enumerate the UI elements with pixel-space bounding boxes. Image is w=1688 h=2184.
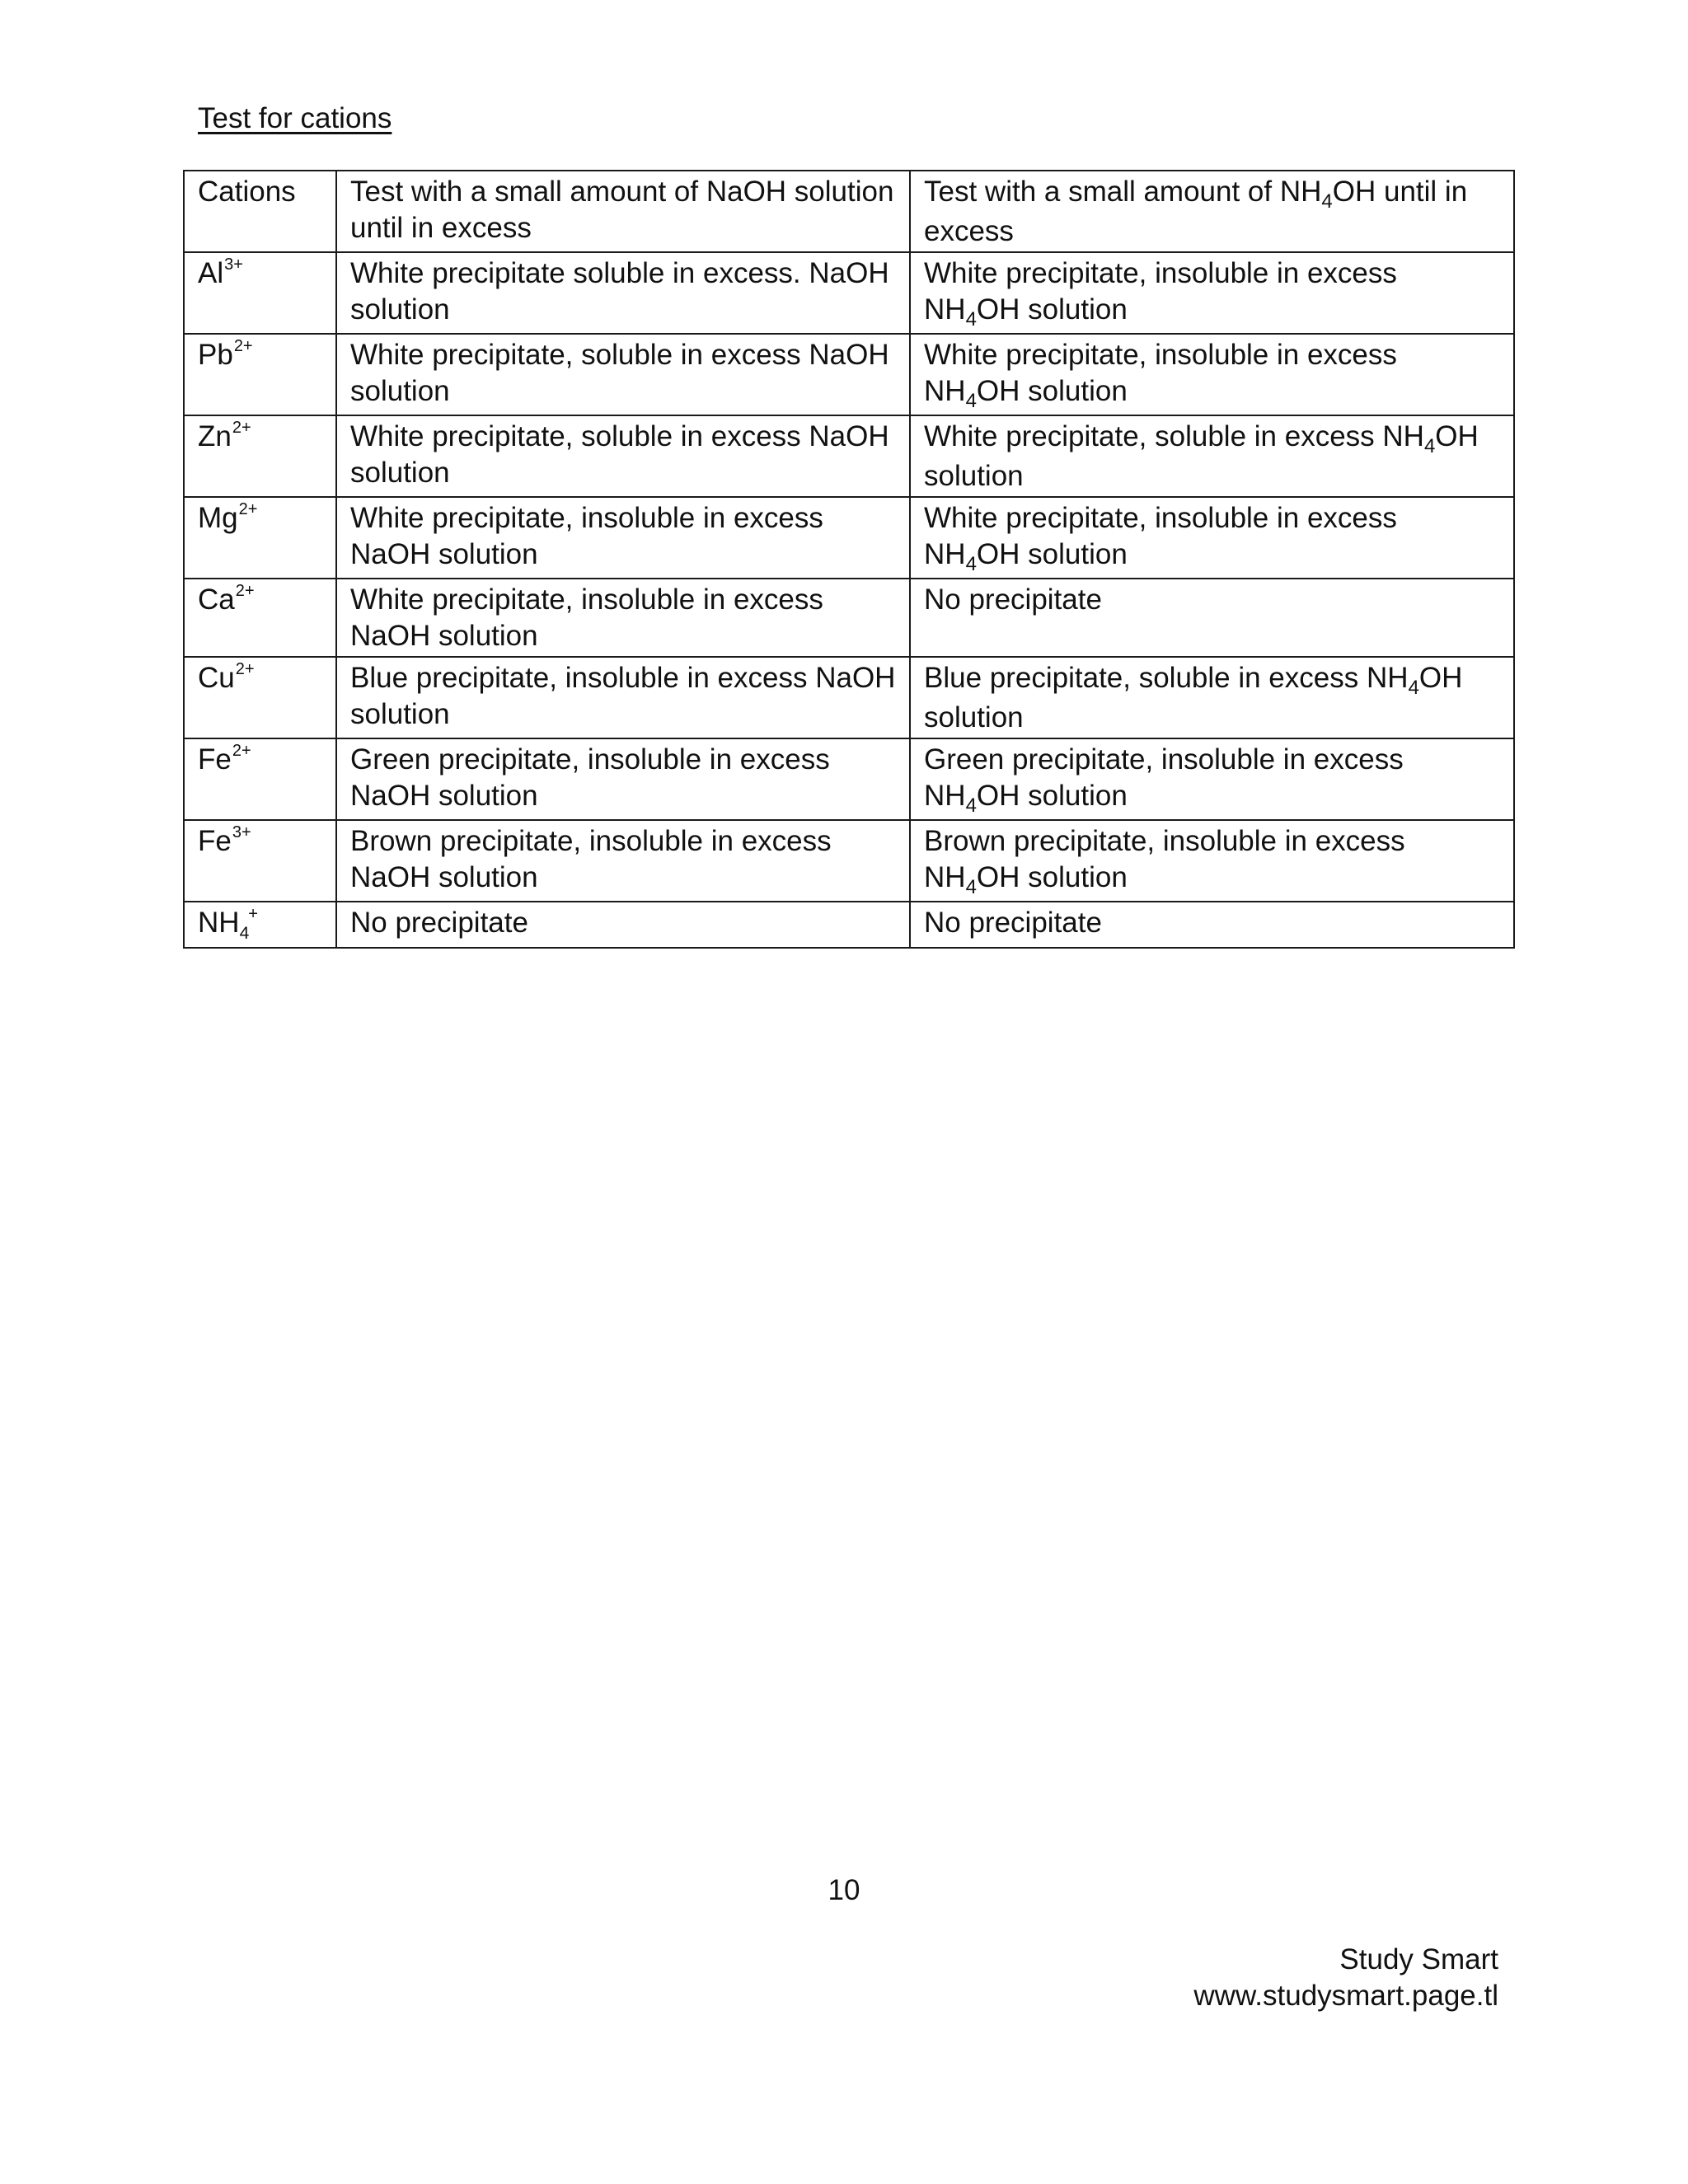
naoh-result-cell: Brown precipitate, insoluble in excess NaOH solution <box>336 820 910 902</box>
cation-cell: $Zn^{2+}$ <box>184 415 336 497</box>
nh4oh-result-cell: No precipitate <box>910 902 1514 948</box>
naoh-result-cell: Blue precipitate, insoluble in excess NaOH solution <box>336 657 910 738</box>
table-row <box>184 820 1514 902</box>
header-naoh-test: Test with a small amount of NaOH solution until in excess <box>336 171 910 252</box>
cation-test-table <box>183 170 1515 949</box>
cation-cell: $Al^{3+}$ <box>184 252 336 334</box>
table-row <box>184 252 1514 334</box>
nh4oh-result-cell: Blue precipitate, soluble in excess $NH_4OH$ solution <box>910 657 1514 738</box>
table-row <box>184 334 1514 415</box>
naoh-result-cell: White precipitate soluble in excess. NaOH solution <box>336 252 910 334</box>
footer-brand: Study Smart <box>1339 1943 1498 1975</box>
header-nh4oh-test: Test with a small amount of $NH_4OH$ until in excess <box>910 171 1514 252</box>
table-row <box>184 738 1514 820</box>
footer-url: www.studysmart.page.tl <box>1193 1980 1498 2012</box>
cation-cell: $Fe^{2+}$ <box>184 738 336 820</box>
table-row <box>184 579 1514 657</box>
table-header-row <box>184 171 1514 252</box>
header-cations: Cations <box>184 171 336 252</box>
cation-cell: $Mg^{2+}$ <box>184 497 336 579</box>
table-row <box>184 415 1514 497</box>
table-row <box>184 497 1514 579</box>
footer <box>1193 1942 1498 2014</box>
nh4oh-result-cell: Green precipitate, insoluble in excess $NH_4OH$ solution <box>910 738 1514 820</box>
nh4oh-result-cell: Brown precipitate, insoluble in excess $NH_4OH$ solution <box>910 820 1514 902</box>
cation-cell: $NH_4^+$ <box>184 902 336 948</box>
naoh-result-cell: White precipitate, insoluble in excess NaOH solution <box>336 579 910 657</box>
cation-cell: $Cu^{2+}$ <box>184 657 336 738</box>
table-row <box>184 657 1514 738</box>
nh4oh-result-cell: White precipitate, insoluble in excess $NH_4OH$ solution <box>910 334 1514 415</box>
naoh-result-cell: White precipitate, soluble in excess NaOH solution <box>336 415 910 497</box>
nh4oh-result-cell: White precipitate, insoluble in excess $NH_4OH$ solution <box>910 497 1514 579</box>
nh4oh-result-cell: No precipitate <box>910 579 1514 657</box>
naoh-result-cell: White precipitate, insoluble in excess NaOH solution <box>336 497 910 579</box>
cation-cell: $Ca^{2+}$ <box>184 579 336 657</box>
naoh-result-cell: White precipitate, soluble in excess NaOH solution <box>336 334 910 415</box>
cation-cell: $Fe^{3+}$ <box>184 820 336 902</box>
naoh-result-cell: No precipitate <box>336 902 910 948</box>
table-row <box>184 902 1514 948</box>
page-heading: Test for cations <box>198 102 392 134</box>
naoh-result-cell: Green precipitate, insoluble in excess NaOH solution <box>336 738 910 820</box>
nh4oh-result-cell: White precipitate, soluble in excess $NH_4OH$ solution <box>910 415 1514 497</box>
page-number: 10 <box>828 1874 860 1906</box>
cation-cell: $Pb^{2+}$ <box>184 334 336 415</box>
nh4oh-result-cell: White precipitate, insoluble in excess $NH_4OH$ solution <box>910 252 1514 334</box>
